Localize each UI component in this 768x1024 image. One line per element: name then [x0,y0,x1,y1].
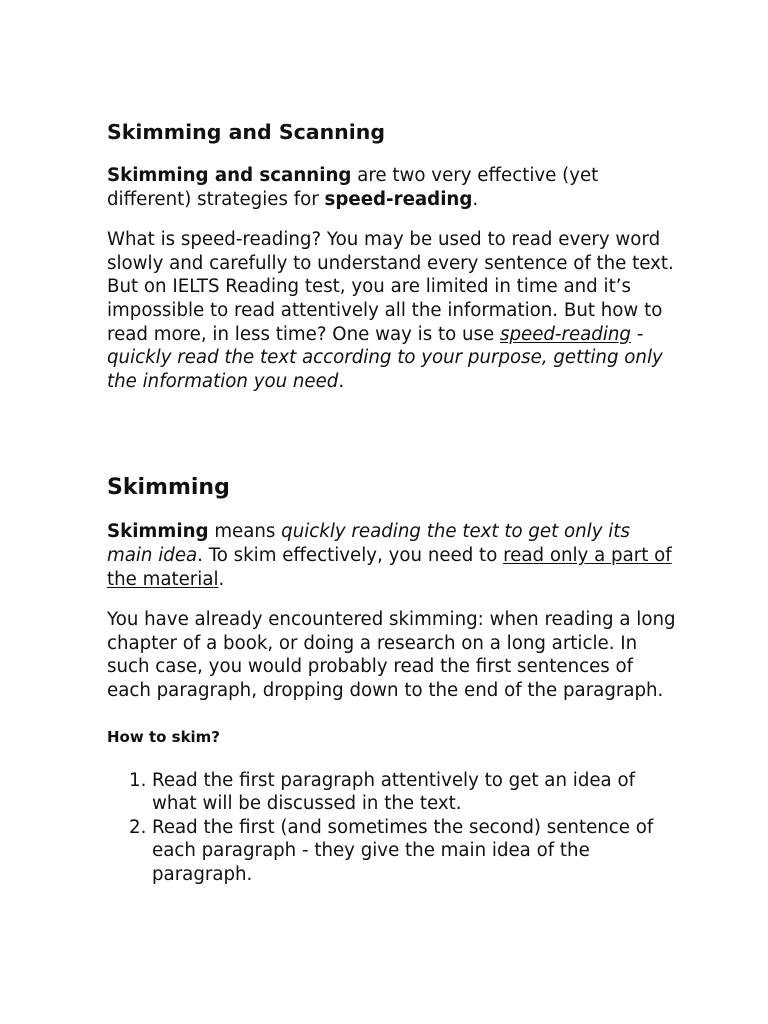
list-item [107,769,677,816]
speed-reading-paragraph: What is speed-reading? You may be used to read every word slowly and carefully to understand every sentence of the text. But on IELTS Reading test, you are limited in time and it’s impossible to read attentively all the information. But how to read more, in less time? One way is to use speed-reading - quickly read the text according to your purpose, getting only the information you need. [107,229,674,392]
bold-term-skimming: Skimming [107,521,209,543]
document-page [107,118,677,886]
intro-paragraph: Skimming and scanning are two very effective (yet different) strategies for speed-reading. [107,165,599,210]
list-number: 2. [129,816,147,838]
section-title-skimming-and-scanning: Skimming and Scanning [107,120,386,144]
section-title-skimming: Skimming [107,475,230,501]
skimming-example-paragraph: You have already encountered skimming: when reading a long chapter of a book, or doing a research on a long article. In such case, you would probably read the first sentences of each paragraph, dropping down to the end of the paragraph. [107,609,676,701]
skimming-steps-list [107,769,677,887]
list-item-text: Read the first (and sometimes the second) sentence of each paragraph - they give the main idea of the paragraph. [152,816,654,885]
how-to-skim-heading: How to skim? [107,727,221,746]
speed-reading-link[interactable]: speed-reading [499,323,631,345]
bold-term-speed-reading: speed-reading [324,188,473,210]
list-item [107,816,677,887]
underlined-phrase: read only a part of the material [107,544,672,590]
list-item-text: Read the first paragraph attentively to get an idea of what will be discussed in the text. [152,769,636,815]
bold-term-skimming-and-scanning: Skimming and scanning [107,165,352,186]
list-number: 1. [129,769,147,791]
skimming-definition-paragraph: Skimming means quickly reading the text to get only its main idea. To skim effectively, you need to read only a part of the material. [107,521,672,590]
